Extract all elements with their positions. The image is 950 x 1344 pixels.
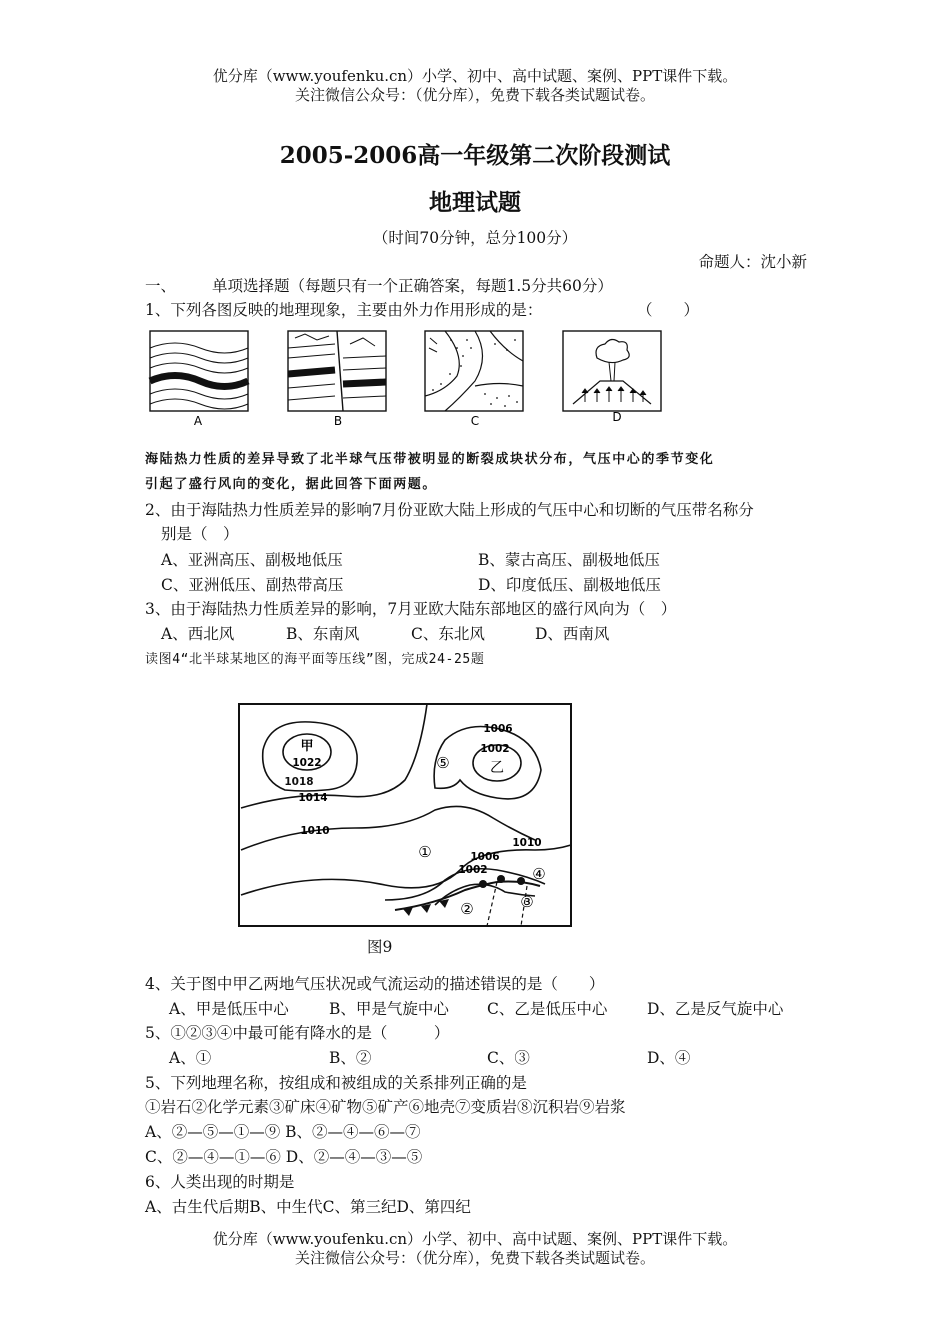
isobar-map	[235, 700, 575, 930]
isobar-1010-lower	[241, 845, 571, 895]
q3-option-a: A、西北风	[161, 625, 235, 643]
q4-option-d: D、乙是反气旋中心	[647, 1000, 784, 1018]
section-number: 一、	[145, 277, 177, 295]
figure-d-volcano	[563, 331, 661, 411]
exam-time: （时间70分钟，总分100分）	[372, 229, 578, 247]
isobar-1010-upper	[241, 806, 535, 850]
figure-b-label: B	[333, 414, 343, 428]
q6-stem: 6、人类出现的时期是	[145, 1173, 295, 1191]
label-1010-a: 1010	[300, 825, 330, 837]
footer-line-2: 关注微信公众号：（优分库），免费下载各类试题试卷。	[294, 1249, 655, 1267]
q3-option-d: D、西南风	[535, 625, 610, 643]
q3-stem: 3、由于海陆热力性质差异的影响，7月亚欧大陆东部地区的盛行风向为（ ）	[145, 600, 677, 618]
exam-subtitle: 地理试题	[429, 189, 521, 216]
circle-label-2: ②	[460, 900, 474, 918]
figure-b-fault	[288, 331, 386, 411]
label-1010-b: 1010	[512, 837, 542, 849]
label-yi: 乙	[490, 760, 504, 776]
q2-option-d: D、印度低压、副极地低压	[478, 576, 661, 594]
q1-stem: 1、下列各图反映的地理现象，主要由外力作用形成的是：	[145, 301, 543, 319]
isobar-1006-closed	[434, 727, 541, 799]
header-line-1: 优分库（www.youfenku.cn）小学、初中、高中试题、案例、PPT课件下载。	[212, 67, 738, 85]
circle-label-3: ③	[520, 893, 534, 911]
q5a-option-c: C、③	[487, 1049, 530, 1067]
q2-option-a: A、亚洲高压、副极地低压	[161, 551, 343, 569]
note-line-1: 海陆热力性质的差异导致了北半球气压带被明显的断裂成块状分布，气压中心的季节变化	[145, 452, 715, 467]
figure-c-deposition	[425, 331, 523, 411]
label-1022: 1022	[292, 757, 322, 769]
q3-option-b: B、东南风	[286, 625, 360, 643]
exam-title: 2005-2006高一年级第二次阶段测试	[279, 142, 671, 169]
q4-option-c: C、乙是低压中心	[487, 1000, 608, 1018]
q2-option-c: C、亚洲低压、副热带高压	[161, 576, 344, 594]
circle-label-1: ①	[418, 843, 432, 861]
figure-a-label: A	[193, 414, 203, 428]
q5a-stem: 5、①②③④中最可能有降水的是（ ）	[145, 1024, 450, 1042]
q1-blank: （ ）	[637, 301, 700, 319]
label-1002-b: 1002	[458, 864, 488, 876]
q5b-stem: 5、下列地理名称，按组成和被组成的关系排列正确的是	[145, 1074, 527, 1092]
q5a-option-a: A、①	[169, 1049, 212, 1067]
q2-stem-2: 别是（ ）	[161, 525, 239, 543]
header-line-2: 关注微信公众号：（优分库），免费下载各类试题试卷。	[294, 86, 655, 104]
label-1014: 1014	[298, 792, 328, 804]
figure-caption: 图9	[367, 938, 393, 956]
circle-label-4: ④	[532, 865, 546, 883]
label-1018: 1018	[284, 776, 314, 788]
label-jia: 甲	[300, 739, 314, 754]
footer-line-1: 优分库（www.youfenku.cn）小学、初中、高中试题、案例、PPT课件下载。	[212, 1230, 738, 1248]
circle-label-5: ⑤	[436, 754, 450, 772]
q4-option-a: A、甲是低压中心	[169, 1000, 289, 1018]
q2-stem-1: 2、由于海陆热力性质差异的影响7月份亚欧大陆上形成的气压中心和切断的气压带名称分	[145, 501, 754, 519]
q1-figures	[145, 326, 670, 431]
read-figure-instruction: 读图4“北半球某地区的海平面等压线”图，完成24-25题	[145, 652, 485, 667]
exam-author: 命题人：沈小新	[698, 253, 807, 271]
figure-a-folded-strata	[150, 331, 248, 411]
isobar-1014	[241, 704, 427, 808]
q6-options: A、古生代后期B、中生代C、第三纪D、第四纪	[145, 1198, 471, 1216]
figure-c-label: C	[470, 414, 480, 428]
label-1006-b: 1006	[470, 851, 500, 863]
q5b-items: ①岩石②化学元素③矿床④矿物⑤矿产⑥地壳⑦变质岩⑧沉积岩⑨岩浆	[145, 1098, 626, 1116]
figure-d-label: D	[612, 410, 622, 424]
label-1002-a: 1002	[480, 743, 510, 755]
q2-option-b: B、蒙古高压、副极地低压	[478, 551, 660, 569]
q3-option-c: C、东北风	[411, 625, 485, 643]
note-line-2: 引起了盛行风向的变化，据此回答下面两题。	[145, 477, 438, 492]
section-heading: 单项选择题（每题只有一个正确答案，每题1.5分共60分）	[212, 277, 613, 295]
q4-option-b: B、甲是气旋中心	[329, 1000, 449, 1018]
q5a-option-b: B、②	[329, 1049, 372, 1067]
q5a-option-d: D、④	[647, 1049, 691, 1067]
label-1006-a: 1006	[483, 723, 513, 735]
q4-stem: 4、关于图中甲乙两地气压状况或气流运动的描述错误的是（ ）	[145, 975, 605, 993]
q5b-options-ab: A、②—⑤—①—⑨ B、②—④—⑥—⑦	[145, 1123, 421, 1141]
q5b-options-cd: C、②—④—①—⑥ D、②—④—③—⑤	[145, 1148, 423, 1166]
